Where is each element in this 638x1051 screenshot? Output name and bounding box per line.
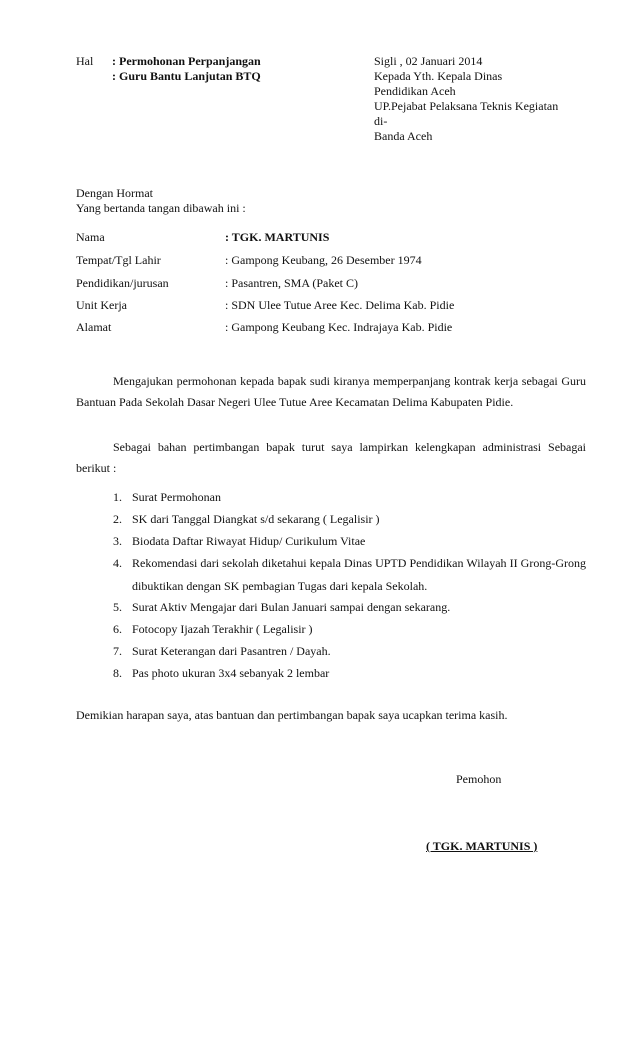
attachment-intro-paragraph: Sebagai bahan pertimbangan bapak turut saya lampirkan kelengkapan administrasi Sebagai berikut :	[76, 440, 586, 475]
identity-label-education: Pendidikan/jurusan	[76, 276, 169, 290]
identity-value-workplace: : SDN Ulee Tutue Aree Kec. Delima Kab. Pidie	[225, 298, 455, 312]
recipient-line-4: di-	[374, 114, 388, 128]
identity-value-name: : TGK. MARTUNIS	[225, 230, 330, 244]
attachment-item: Pas photo ukuran 3x4 sebanyak 2 lembar	[132, 666, 330, 680]
attachment-number: 4.	[113, 556, 122, 570]
identity-label-workplace: Unit Kerja	[76, 298, 127, 312]
identity-label-address: Alamat	[76, 320, 112, 334]
identity-label-name: Nama	[76, 230, 105, 244]
subject-line-1: : Permohonan Perpanjangan	[112, 54, 261, 68]
closing-text: Demikian harapan saya, atas bantuan dan pertimbangan bapak saya ucapkan terima kasih.	[76, 708, 508, 722]
recipient-line-5: Banda Aceh	[374, 129, 433, 143]
attachment-number: 2.	[113, 512, 122, 526]
attachment-item: Surat Keterangan dari Pasantren / Dayah.	[132, 644, 331, 658]
greeting: Dengan Hormat	[76, 186, 153, 200]
identity-value-address: : Gampong Keubang Kec. Indrajaya Kab. Pidie	[225, 320, 453, 334]
identity-value-birth: : Gampong Keubang, 26 Desember 1974	[225, 253, 422, 267]
attachment-number: 5.	[113, 600, 122, 614]
attachment-item: Biodata Daftar Riwayat Hidup/ Curikulum Vitae	[132, 534, 366, 548]
letter-date: Sigli , 02 Januari 2014	[374, 54, 483, 68]
attachment-number: 7.	[113, 644, 122, 658]
attachment-item: Rekomendasi dari sekolah diketahui kepala Dinas UPTD Pendidikan Wilayah II Grong-Grong dibuktikan dengan SK pembagian Tugas dari kepala Sekolah.	[132, 556, 586, 593]
recipient-line-2: Pendidikan Aceh	[374, 84, 456, 98]
attachment-item: Surat Permohonan	[132, 490, 221, 504]
signature-role: Pemohon	[456, 772, 502, 786]
identity-value-education: : Pasantren, SMA (Paket C)	[225, 276, 358, 290]
attachment-number: 1.	[113, 490, 122, 504]
subject-line-2: : Guru Bantu Lanjutan BTQ	[112, 69, 261, 83]
attachment-item: Surat Aktiv Mengajar dari Bulan Januari sampai dengan sekarang.	[132, 600, 451, 614]
recipient-line-1: Kepada Yth. Kepala Dinas	[374, 69, 503, 83]
attachment-item: SK dari Tanggal Diangkat s/d sekarang ( Legalisir )	[132, 512, 380, 526]
intro-text: Yang bertanda tangan dibawah ini :	[76, 201, 246, 215]
signature-name: ( TGK. MARTUNIS )	[426, 839, 538, 853]
identity-label-birth: Tempat/Tgl Lahir	[76, 253, 161, 267]
request-paragraph: Mengajukan permohonan kepada bapak sudi kiranya memperpanjang kontrak kerja sebagai Guru Bantuan Pada Sekolah Dasar Negeri Ulee Tutue Aree Kecamatan Delima Kabupaten Pidie.	[76, 374, 586, 409]
attachment-number: 8.	[113, 666, 122, 680]
attachment-number: 6.	[113, 622, 122, 636]
attachment-item: Fotocopy Ijazah Terakhir ( Legalisir )	[132, 622, 313, 636]
hal-label: Hal	[76, 54, 94, 68]
attachment-number: 3.	[113, 534, 122, 548]
recipient-line-3: UP.Pejabat Pelaksana Teknis Kegiatan	[374, 99, 559, 113]
